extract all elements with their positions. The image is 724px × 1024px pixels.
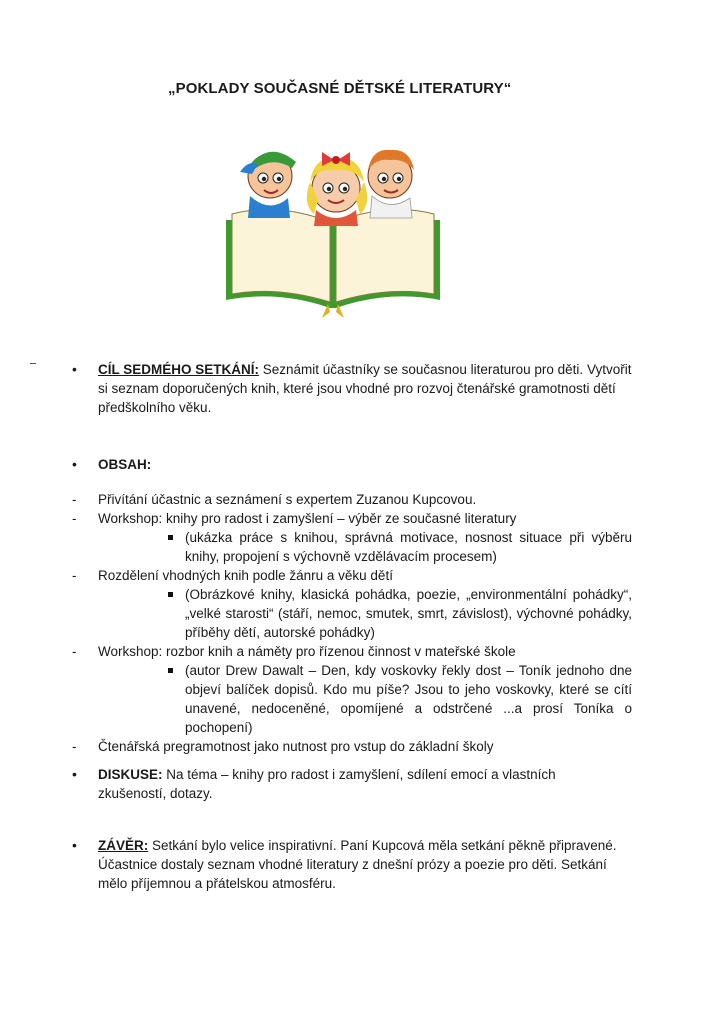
sub-item-text: (Obrázkové knihy, klasická pohádka, poezie, „environmentální pohádky“, „velké starosti“ (stáří, nemoc, smutek, smrt, závislost), výchovné pohádky, příběhy dětí, autorské pohádky) [185,587,632,640]
discussion-section [72,765,612,803]
list-item [72,737,632,756]
children-reading-book-illustration [218,140,448,320]
list-item-text: Přivítání účastnic a seznámení s expertem Zuzanou Kupcovou. [98,492,477,507]
goal-text: Seznámit účastníky se současnou literaturou pro děti. Vytvořit si seznam doporučených knih, které jsou vhodné pro rozvoj čtenářské gramotnosti dětí předškolního věku. [98,362,632,415]
sub-item-text: (autor Drew Dawalt – Den, kdy voskovky řekly dost – Toník jednoho dne objeví balíček dopisů. Kdo mu píše? Jsou to jeho voskovky, které se cítí unavené, nedoceněné, opomíjené a odstrčené ...a prosí Toníka o pochopení) [185,663,632,735]
list-item-text: Rozdělení vhodných knih podle žánru a věku dětí [98,568,393,583]
discussion-label: DISKUSE: [98,767,163,782]
sub-list-item [72,528,632,566]
conclusion-section [72,836,632,893]
list-item [72,566,632,585]
content-section [72,455,632,474]
bullet-icon: • [72,456,77,472]
dash-icon: - [72,492,77,507]
sub-item-text: (ukázka práce s knihou, správná motivace, nosnost situace při výběru knihy, propojení s výchovně vzdělávacím procesem) [185,530,632,564]
content-label: OBSAH: [98,457,152,472]
dash-icon: - [72,511,77,526]
dash-icon: - [72,739,77,754]
square-bullet-icon [168,668,173,673]
list-item-text: Čtenářská pregramotnost jako nutnost pro vstup do základní školy [98,739,494,754]
bullet-icon: • [72,837,77,853]
goal-label: CÍL SEDMÉHO SETKÁNÍ: [98,362,260,377]
list-item-text: Workshop: rozbor knih a náměty pro řízenou činnost v mateřské škole [98,644,516,659]
square-bullet-icon [168,592,173,597]
sub-list-item [72,585,632,642]
list-item-text: Workshop: knihy pro radost i zamyšlení – výběr ze současné literatury [98,511,517,526]
sub-list-item [72,661,632,737]
page-title: „POKLADY SOUČASNÉ DĚTSKÉ LITERATURY“ [168,80,512,97]
dash-icon: - [72,644,77,659]
stray-scan-mark [30,363,36,364]
list-item [72,642,632,661]
list-item [72,509,632,528]
conclusion-text: Setkání bylo velice inspirativní. Paní Kupcová měla setkání pěkně připravené. Účastnice dostaly seznam vhodné literatury z dnešní prózy a poezie pro děti. Setkání mělo příjemnou a přátelskou atmosféru. [98,838,617,891]
square-bullet-icon [168,535,173,540]
conclusion-label: ZÁVĚR: [98,838,149,853]
list-item [72,490,632,509]
content-list [72,490,632,756]
bullet-icon: • [72,766,77,782]
discussion-text: Na téma – knihy pro radost i zamyšlení, sdílení emocí a vlastních zkušeností, dotazy. [98,767,556,801]
bullet-icon: • [72,361,77,377]
goal-section [72,360,632,417]
dash-icon: - [72,568,77,583]
